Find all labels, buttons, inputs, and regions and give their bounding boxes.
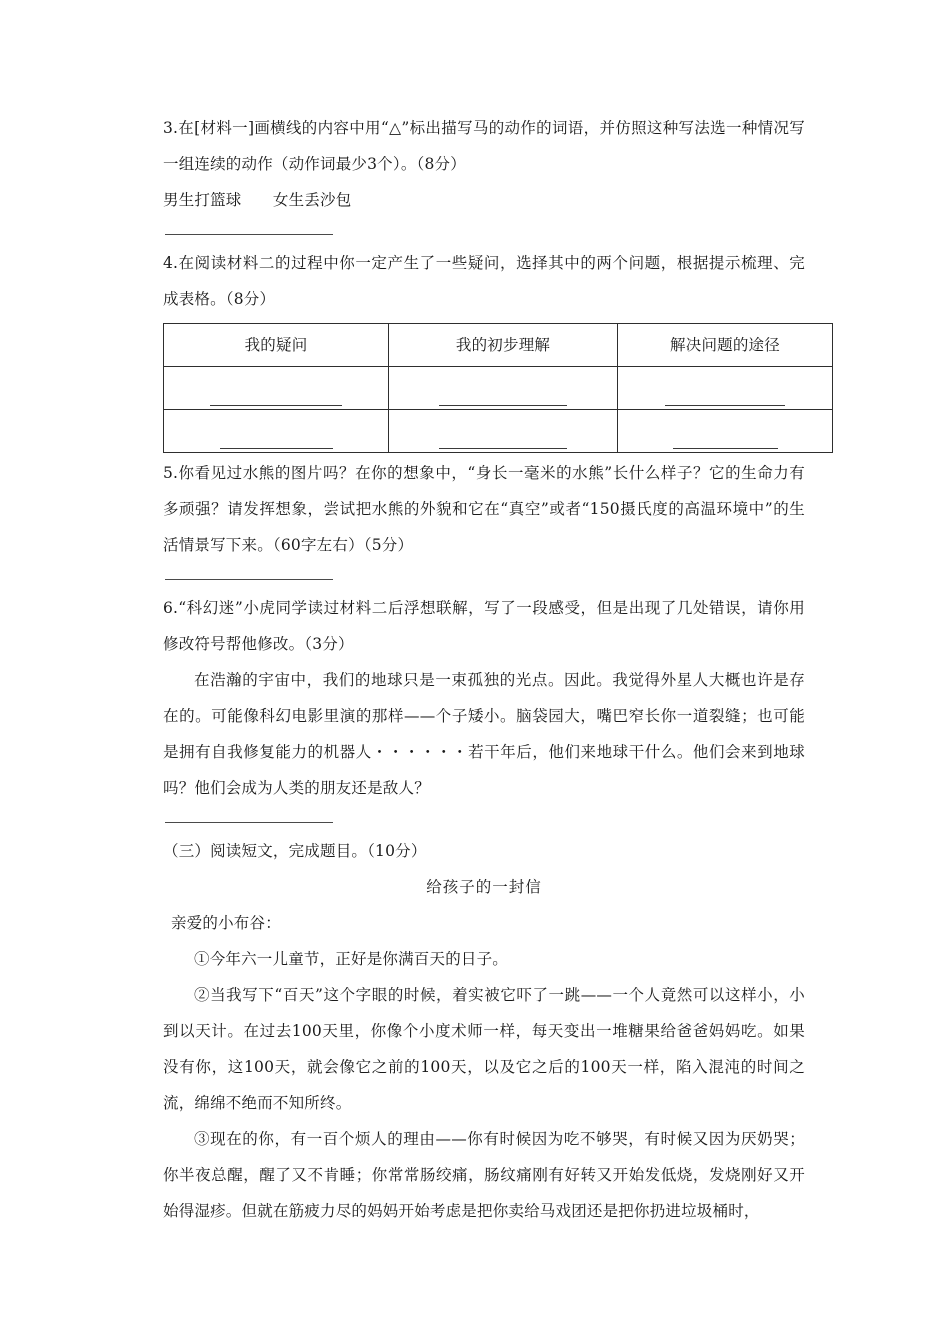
question-3-answer-blank[interactable]: [165, 234, 333, 235]
passage-salutation: 亲爱的小布谷：: [171, 914, 281, 932]
cell-blank-line: [439, 435, 567, 449]
question-4-prompt: 4.在阅读材料二的过程中你一定产生了一些疑问，选择其中的两个问题，根据提示梳理、完成表格。（8分）: [163, 254, 805, 308]
section-heading: （三）阅读短文，完成题目。（10分）: [163, 842, 427, 860]
question-3: [163, 110, 805, 235]
passage-paragraph-3: ③现在的你，有一百个烦人的理由——你有时候因为吃不够哭，有时候又因为厌奶哭；你半夜总醒，醒了又不肯睡；你常常肠绞痛，肠纹痛刚有好转又开始发低烧，发烧刚好又开始得湿疹。但就在筋疲力尽的妈妈开始考虑是把你卖给马戏团还是把你扔进垃圾桶时，: [163, 1130, 805, 1220]
question-3-prompt: 3.在[材料一]画横线的内容中用“△”标出描写马的动作的词语，并仿照这种写法选一种情况写一组连续的动作（动作词最少3个）。（8分）: [163, 119, 805, 173]
table-header-cell-1: 我的疑问: [164, 324, 389, 367]
table-answer-cell[interactable]: [164, 367, 389, 410]
table-row: [164, 367, 833, 410]
question-4: [163, 245, 805, 453]
passage-title: 给孩子的一封信: [426, 878, 542, 896]
table-header-cell-3: 解决问题的途径: [618, 324, 833, 367]
table-answer-cell[interactable]: [618, 367, 833, 410]
table-header-row: [164, 324, 833, 367]
cell-blank-line: [220, 435, 333, 449]
cell-blank-line: [210, 392, 342, 406]
passage-paragraph-1: ①今年六一儿童节，正好是你满百天的日子。: [194, 950, 509, 968]
cell-blank-line: [439, 392, 567, 406]
table-answer-cell[interactable]: [389, 367, 618, 410]
question-5: [163, 455, 805, 580]
table-header-cell-2: 我的初步理解: [389, 324, 618, 367]
question-4-table: [163, 323, 833, 453]
section-three: [163, 833, 805, 1229]
question-5-answer-blank[interactable]: [165, 579, 333, 580]
table-answer-cell[interactable]: [164, 410, 389, 453]
cell-blank-line: [665, 392, 785, 406]
passage-paragraph-2: ②当我写下“百天”这个字眼的时候，着实被它吓了一跳——一个人竟然可以这样小，小到以天计。在过去100天里，你像个小度术师一样，每天变出一堆糖果给爸爸妈妈吃。如果没有你，这100天，就会像它之前的100天，以及它之后的100天一样，陷入混沌的时间之流，绵绵不绝而不知所终。: [163, 986, 805, 1112]
cell-blank-line: [673, 435, 778, 449]
question-3-options: 男生打篮球 女生丢沙包: [163, 191, 352, 209]
question-6: [163, 590, 805, 823]
question-6-prompt: 6.“科幻迷”小虎同学读过材料二后浮想联解，写了一段感受，但是出现了几处错误，请你用修改符号帮他修改。（3分）: [163, 599, 805, 653]
question-5-prompt: 5.你看见过水熊的图片吗？在你的想象中，“身长一毫米的水熊”长什么样子？它的生命力有多顽强？请发挥想象，尝试把水熊的外貌和它在“真空”或者“150摄氏度的高温环境中”的生活情景写下来。（60字左右）（5分）: [163, 464, 805, 554]
table-answer-cell[interactable]: [389, 410, 618, 453]
question-6-answer-blank[interactable]: [165, 822, 333, 823]
table-row: [164, 410, 833, 453]
table-answer-cell[interactable]: [618, 410, 833, 453]
question-6-body: 在浩瀚的宇宙中，我们的地球只是一束孤独的光点。因此。我觉得外星人大概也许是存在的。可能像科幻电影里演的那样——个子矮小。脑袋园大，嘴巴窄长你一道裂缝；也可能是拥有自我修复能力的机器人・・・・・・若干年后，他们来地球干什么。他们会来到地球吗？他们会成为人类的朋友还是敌人？: [163, 671, 805, 797]
